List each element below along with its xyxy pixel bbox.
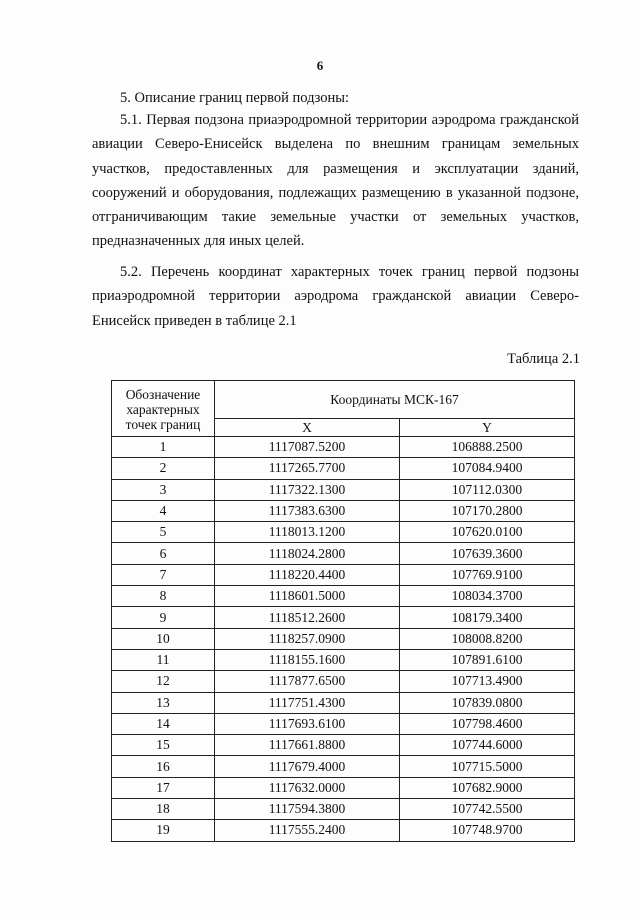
table-caption: Таблица 2.1: [507, 351, 580, 367]
cell-point: 17: [112, 777, 215, 798]
table-row: [112, 437, 575, 458]
cell-y: 107891.6100: [400, 649, 575, 670]
cell-x: 1118257.0900: [215, 628, 400, 649]
table-row: [112, 479, 575, 500]
cell-point: 16: [112, 756, 215, 777]
coordinates-table: [111, 380, 575, 842]
header-coordinates: Координаты МСК-167: [215, 381, 575, 419]
table-body: [112, 437, 575, 842]
table-row: [112, 500, 575, 521]
cell-point: 8: [112, 586, 215, 607]
cell-y: 107744.6000: [400, 735, 575, 756]
table-row: [112, 649, 575, 670]
cell-y: 107839.0800: [400, 692, 575, 713]
cell-point: 5: [112, 522, 215, 543]
table-row: [112, 586, 575, 607]
cell-y: 108179.3400: [400, 607, 575, 628]
table-row: [112, 756, 575, 777]
cell-x: 1117751.4300: [215, 692, 400, 713]
cell-y: 107084.9400: [400, 458, 575, 479]
cell-x: 1118512.2600: [215, 607, 400, 628]
cell-point: 3: [112, 479, 215, 500]
table-row: [112, 564, 575, 585]
cell-point: 19: [112, 820, 215, 841]
page-number: 6: [316, 58, 324, 73]
cell-x: 1117679.4000: [215, 756, 400, 777]
table-row: [112, 735, 575, 756]
paragraph-5-2: 5.2. Перечень координат характерных точек границ первой подзоны приаэродромной территории аэродрома гражданской авиации Северо-Енисейск приведен в таблице 2.1: [92, 264, 579, 329]
header-point-label: Обозначение характерных точек границ: [112, 381, 215, 437]
cell-y: 108034.3700: [400, 586, 575, 607]
cell-point: 15: [112, 735, 215, 756]
cell-point: 9: [112, 607, 215, 628]
cell-point: 18: [112, 799, 215, 820]
cell-x: 1117594.3800: [215, 799, 400, 820]
cell-x: 1118155.1600: [215, 649, 400, 670]
cell-y: 107620.0100: [400, 522, 575, 543]
table-row: [112, 458, 575, 479]
cell-point: 11: [112, 649, 215, 670]
cell-y: 107639.3600: [400, 543, 575, 564]
cell-y: 107769.9100: [400, 564, 575, 585]
cell-point: 2: [112, 458, 215, 479]
cell-x: 1118024.2800: [215, 543, 400, 564]
cell-x: 1118013.1200: [215, 522, 400, 543]
cell-point: 1: [112, 437, 215, 458]
cell-y: 107682.9000: [400, 777, 575, 798]
cell-point: 13: [112, 692, 215, 713]
header-y: Y: [400, 419, 575, 437]
cell-y: 107713.4900: [400, 671, 575, 692]
cell-point: 14: [112, 713, 215, 734]
section-heading: 5. Описание границ первой подзоны:: [120, 90, 350, 106]
cell-x: 1117322.1300: [215, 479, 400, 500]
table-row: [112, 692, 575, 713]
table-row: [112, 628, 575, 649]
paragraph-5-1: 5.1. Первая подзона приаэродромной территории аэродрома гражданской авиации Северо-Енисейск выделена по внешним границам земельных участков, предоставленных для размещения и эксплуатации зданий, сооружений и оборудования, подлежащих размещению в указанной подзоне, отграничивающим такие земельные участки от земельных участков, предназначенных для иных целей.: [92, 112, 579, 250]
table-row: [112, 671, 575, 692]
cell-x: 1117693.6100: [215, 713, 400, 734]
table-row: [112, 777, 575, 798]
table-row: [112, 820, 575, 841]
cell-y: 107748.9700: [400, 820, 575, 841]
cell-x: 1117877.6500: [215, 671, 400, 692]
cell-point: 6: [112, 543, 215, 564]
cell-point: 7: [112, 564, 215, 585]
cell-x: 1117383.6300: [215, 500, 400, 521]
cell-x: 1118220.4400: [215, 564, 400, 585]
table-row: [112, 522, 575, 543]
table-row: [112, 543, 575, 564]
cell-x: 1117087.5200: [215, 437, 400, 458]
table-row: [112, 713, 575, 734]
cell-y: 107742.5500: [400, 799, 575, 820]
cell-point: 4: [112, 500, 215, 521]
cell-y: 106888.2500: [400, 437, 575, 458]
cell-x: 1117661.8800: [215, 735, 400, 756]
cell-point: 10: [112, 628, 215, 649]
cell-x: 1117555.2400: [215, 820, 400, 841]
cell-y: 108008.8200: [400, 628, 575, 649]
cell-y: 107798.4600: [400, 713, 575, 734]
cell-y: 107170.2800: [400, 500, 575, 521]
cell-point: 12: [112, 671, 215, 692]
cell-x: 1117632.0000: [215, 777, 400, 798]
header-x: X: [215, 419, 400, 437]
cell-y: 107715.5000: [400, 756, 575, 777]
table-row: [112, 799, 575, 820]
cell-x: 1117265.7700: [215, 458, 400, 479]
cell-x: 1118601.5000: [215, 586, 400, 607]
cell-y: 107112.0300: [400, 479, 575, 500]
table-row: [112, 607, 575, 628]
